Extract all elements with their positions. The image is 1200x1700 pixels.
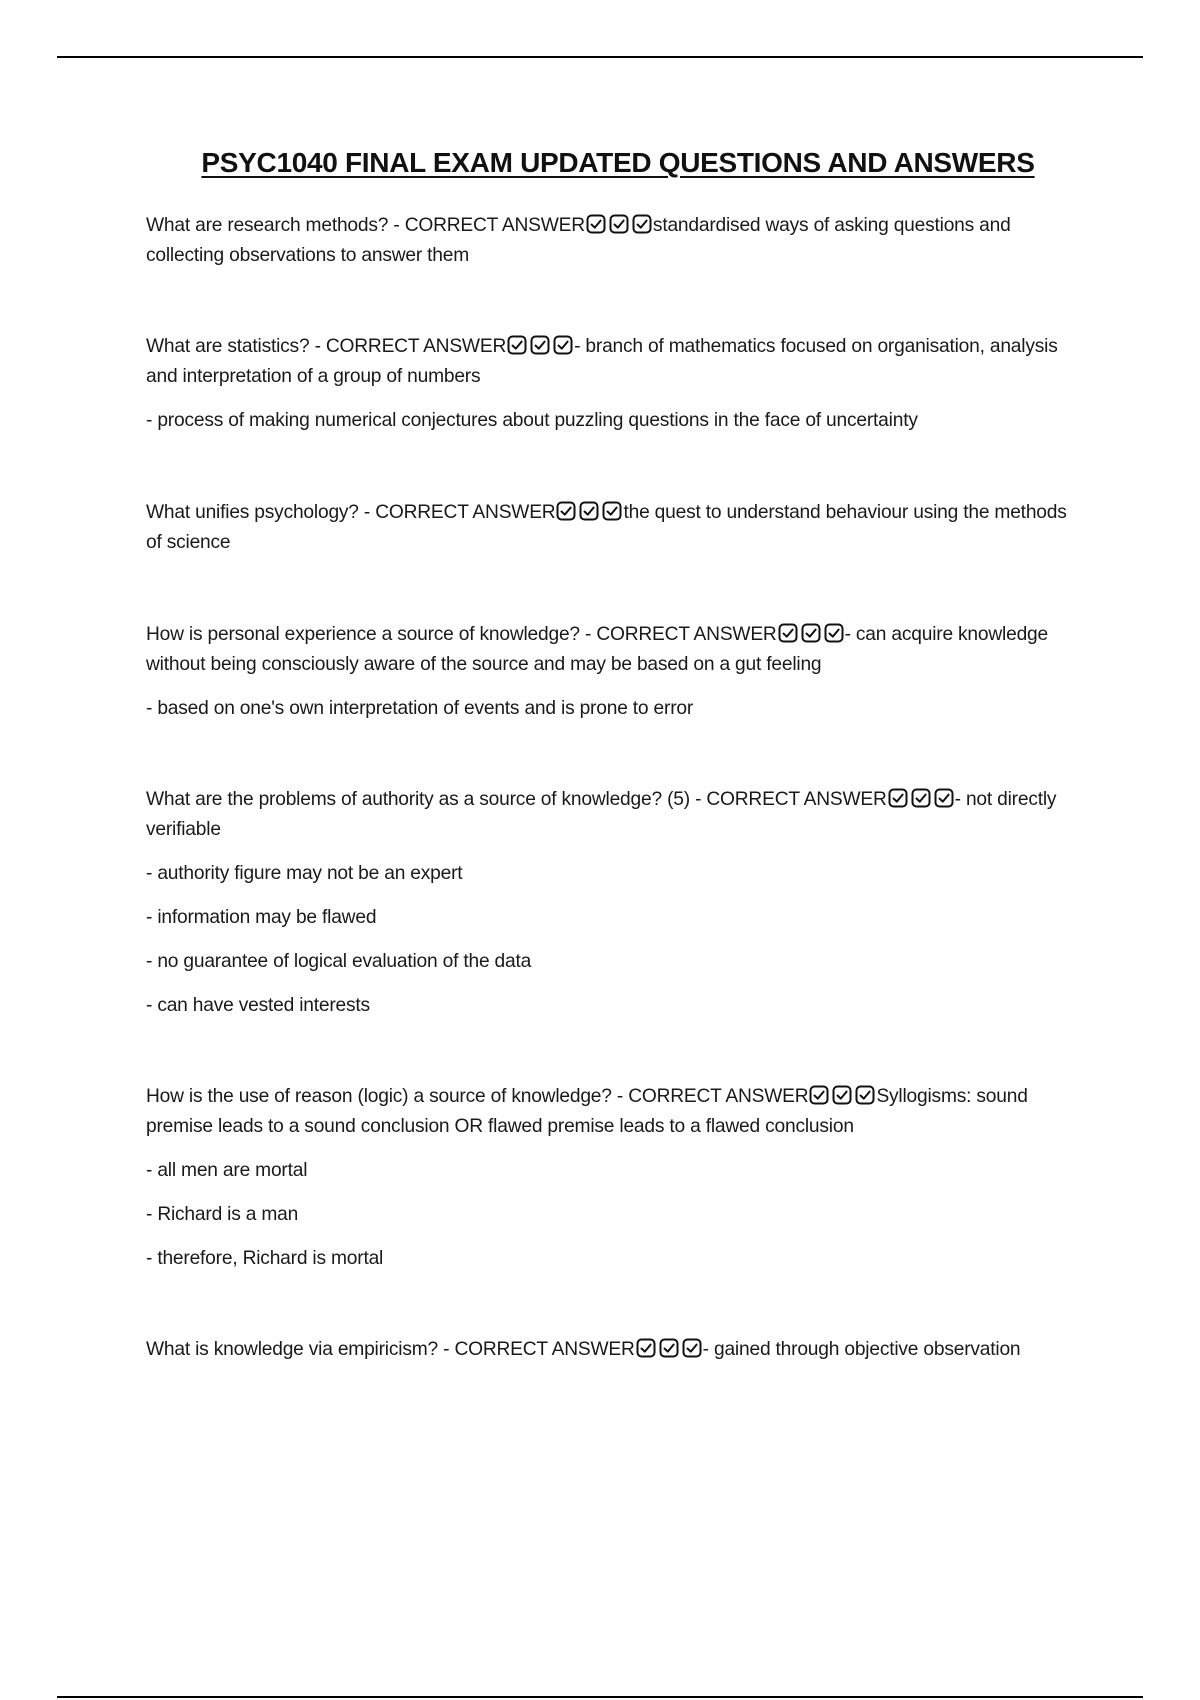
checkbox-checked-icon (855, 1085, 875, 1105)
qa-main-line (146, 211, 1086, 271)
checkbox-checked-icon (602, 501, 622, 521)
check-group (888, 788, 954, 808)
qa-main-line (146, 332, 1086, 392)
qa-main-line (146, 785, 1086, 845)
checkbox-checked-icon (911, 788, 931, 808)
checkbox-checked-icon (632, 214, 652, 234)
qa-main-line (146, 620, 1086, 680)
question-text: What are statistics? (146, 336, 310, 357)
answer-text: standardised ways of asking questions and collecting observations to answer them (146, 215, 1011, 266)
check-group (507, 335, 573, 355)
check-group (809, 1085, 875, 1105)
header-rule (57, 56, 1143, 58)
checkbox-checked-icon (888, 788, 908, 808)
answer-point: - authority figure may not be an expert (146, 863, 463, 884)
checkbox-checked-icon (553, 335, 573, 355)
qa-item (146, 1335, 1086, 1365)
answer-marker: - CORRECT ANSWER (363, 502, 556, 523)
qa-main-line (146, 1082, 1086, 1142)
answer-text: Syllogisms: sound premise leads to a sound conclusion OR flawed premise leads to a flawed conclusion (146, 1086, 1028, 1137)
check-group (778, 623, 844, 643)
checkbox-checked-icon (586, 214, 606, 234)
checkbox-checked-icon (801, 623, 821, 643)
answer-marker: - CORRECT ANSWER (616, 1086, 809, 1107)
answer-point: - no guarantee of logical evaluation of the data (146, 951, 532, 972)
answer-point: - Richard is a man (146, 1204, 299, 1225)
qa-main-line (146, 498, 1086, 558)
answer-marker: - CORRECT ANSWER (443, 1339, 635, 1360)
checkbox-checked-icon (778, 623, 798, 643)
qa-item (146, 332, 1086, 436)
question-text: How is the use of reason (logic) a source of knowledge? (146, 1086, 612, 1107)
check-group (586, 214, 652, 234)
answer-text: - can acquire knowledge without being consciously aware of the source and may be based on a gut feeling (146, 624, 1048, 675)
qa-main-line (146, 1335, 1086, 1365)
answer-marker: - CORRECT ANSWER (314, 336, 507, 357)
checkbox-checked-icon (556, 501, 576, 521)
answer-text: the quest to understand behaviour using the methods of science (146, 502, 1067, 553)
footer-rule (57, 1696, 1143, 1698)
checkbox-checked-icon (609, 214, 629, 234)
answer-point: - can have vested interests (146, 995, 370, 1016)
checkbox-checked-icon (507, 335, 527, 355)
question-text: What are the problems of authority as a source of knowledge? (5) (146, 789, 690, 810)
checkbox-checked-icon (579, 501, 599, 521)
qa-item (146, 1082, 1086, 1274)
answer-marker: - CORRECT ANSWER (393, 215, 585, 236)
qa-item (146, 211, 1086, 271)
answer-marker: - CORRECT ANSWER (695, 789, 887, 810)
checkbox-checked-icon (809, 1085, 829, 1105)
check-group (556, 501, 622, 521)
qa-item (146, 620, 1086, 724)
checkbox-checked-icon (934, 788, 954, 808)
answer-text: - branch of mathematics focused on organisation, analysis and interpretation of a group of numbers (146, 336, 1058, 387)
qa-item (146, 498, 1086, 558)
answer-point: - all men are mortal (146, 1160, 308, 1181)
qa-item (146, 785, 1086, 1021)
checkbox-checked-icon (832, 1085, 852, 1105)
check-group (636, 1338, 702, 1358)
question-text: What is knowledge via empiricism? (146, 1339, 438, 1360)
answer-point: - based on one's own interpretation of events and is prone to error (146, 698, 694, 719)
answer-text: - not directly verifiable (146, 789, 1057, 840)
answer-point: - therefore, Richard is mortal (146, 1248, 384, 1269)
answer-point: - process of making numerical conjectures about puzzling questions in the face of uncertainty (146, 410, 918, 431)
answer-point: - information may be flawed (146, 907, 377, 928)
checkbox-checked-icon (682, 1338, 702, 1358)
question-text: What are research methods? (146, 215, 389, 236)
checkbox-checked-icon (636, 1338, 656, 1358)
answer-text: - gained through objective observation (702, 1339, 1021, 1360)
qa-list (146, 211, 1086, 1365)
checkbox-checked-icon (659, 1338, 679, 1358)
checkbox-checked-icon (824, 623, 844, 643)
answer-marker: - CORRECT ANSWER (585, 624, 777, 645)
question-text: What unifies psychology? (146, 502, 359, 523)
page-title: PSYC1040 FINAL EXAM UPDATED QUESTIONS AND ANSWERS (201, 147, 1035, 178)
checkbox-checked-icon (530, 335, 550, 355)
question-text: How is personal experience a source of knowledge? (146, 624, 580, 645)
